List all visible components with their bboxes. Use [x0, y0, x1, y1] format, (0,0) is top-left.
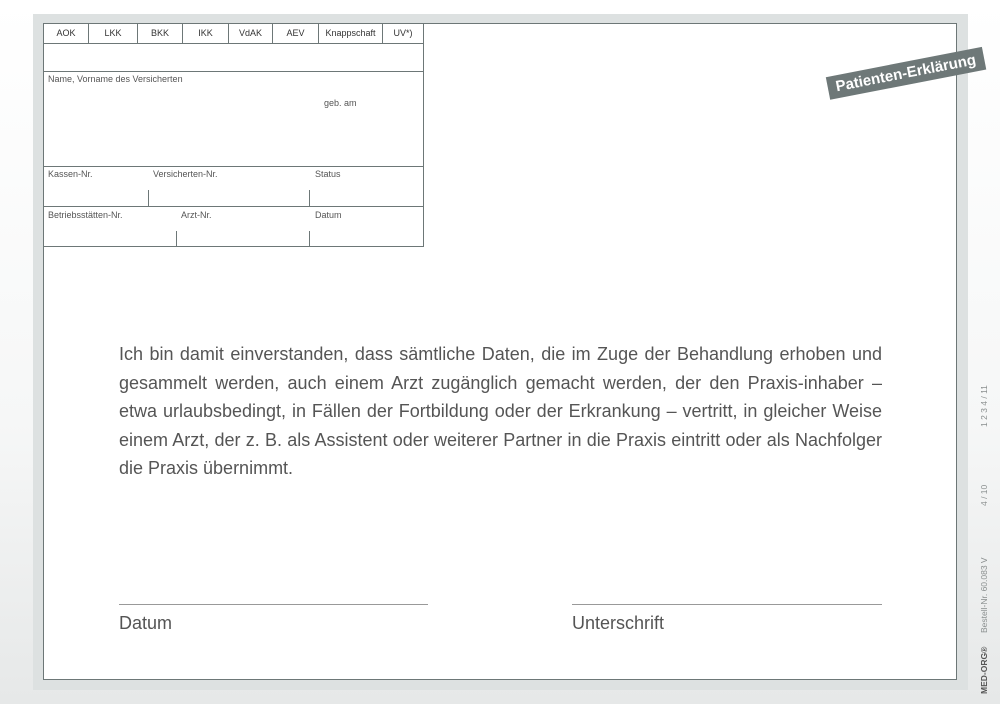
- versicherten-nr-label: Versicherten-Nr.: [153, 169, 218, 179]
- arzt-nr-label: Arzt-Nr.: [181, 210, 212, 220]
- kasse-aok[interactable]: AOK: [44, 24, 89, 43]
- kasse-lkk[interactable]: LKK: [89, 24, 138, 43]
- divider: [44, 166, 423, 167]
- kasse-bkk[interactable]: BKK: [138, 24, 183, 43]
- patient-declaration-badge: Patienten-Erklärung: [826, 47, 986, 100]
- datum-header-label: Datum: [315, 210, 342, 220]
- kasse-ikk[interactable]: IKK: [183, 24, 229, 43]
- divider: [44, 206, 423, 207]
- betriebsstaetten-nr-label: Betriebsstätten-Nr.: [48, 210, 123, 220]
- date-signature-label: Datum: [119, 613, 173, 633]
- field-separator: [309, 231, 310, 246]
- signature-label: Unterschrift: [572, 613, 665, 633]
- form-sheet: [43, 23, 957, 680]
- kasse-aev[interactable]: AEV: [273, 24, 319, 43]
- status-label: Status: [315, 169, 341, 179]
- insurance-type-row: [44, 24, 423, 44]
- order-number: Bestell-Nr. 60.083 V: [979, 557, 989, 633]
- kasse-vdak[interactable]: VdAK: [229, 24, 273, 43]
- birthdate-label: geb. am: [324, 98, 357, 108]
- date-signature-line[interactable]: [119, 604, 428, 605]
- consent-text: Ich bin damit einverstanden, dass sämtliche Daten, die im Zuge der Behandlung erhoben und gesammelt werden, auch einem Arzt zugänglich gemacht werden, der den Praxis-inhaber – etwa urlaubsbedingt, in Fällen der Fortbildung oder der Erkrankung – vertritt, in gleicher Weise einem Arzt, der z. B. als Assistent oder weiterer Partner in die Praxis eintritt oder als Nachfolger die Praxis übernimmt.: [119, 344, 882, 478]
- insurance-header-box: [44, 24, 424, 247]
- field-separator: [148, 190, 149, 206]
- divider: [44, 71, 423, 72]
- field-separator: [176, 231, 177, 246]
- form-version: 4 / 10: [979, 484, 989, 506]
- kasse-uv[interactable]: UV*): [393, 28, 413, 38]
- kassen-nr-label: Kassen-Nr.: [48, 169, 93, 179]
- field-separator: [309, 190, 310, 206]
- brand-logo: MED-ORG®: [979, 646, 989, 694]
- kasse-knappschaft[interactable]: Knappschaft: [319, 24, 383, 43]
- name-label: Name, Vorname des Versicherten: [48, 74, 183, 84]
- signature-line[interactable]: [572, 604, 882, 605]
- form-codes: 1 2 3 4 / 11: [979, 385, 989, 427]
